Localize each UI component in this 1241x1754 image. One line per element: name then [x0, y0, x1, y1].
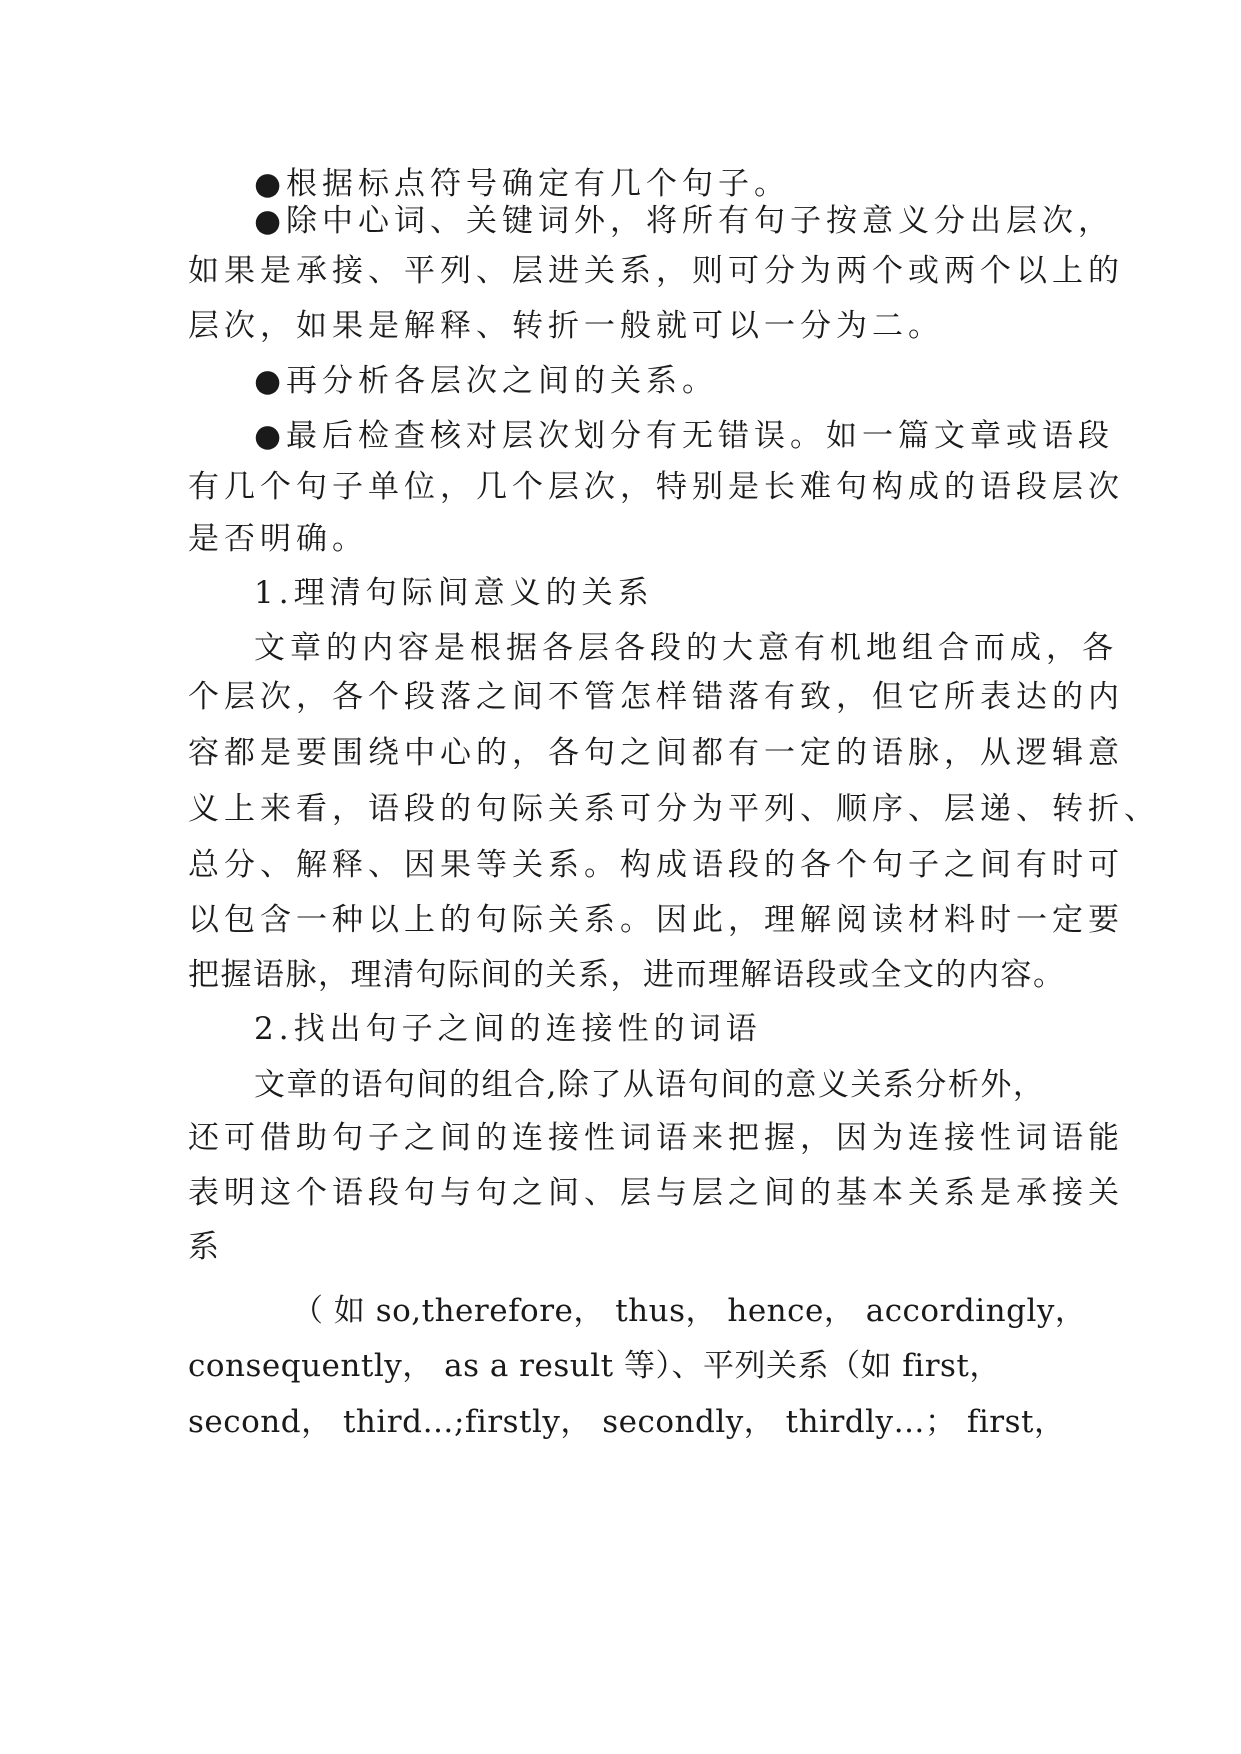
- text-line: 是否明确。: [188, 521, 368, 557]
- paragraph-line: consequently， as a result 等）、平列关系（如 first，: [188, 1348, 1001, 1384]
- bullet-line-1: ●根据标点符号确定有几个句子。: [254, 166, 791, 202]
- paragraph-line: 文章的内容是根据各层各段的大意有机地组合而成，各: [254, 630, 1118, 666]
- section-heading-1: 1.理清句际间意义的关系: [254, 575, 654, 611]
- paragraph-line: 表明这个语段句与句之间、层与层之间的基本关系是承接关: [188, 1175, 1124, 1211]
- paragraph-line: 文章的语句间的组合,除了从语句间的意义关系分析外，: [254, 1067, 1046, 1103]
- paragraph-line: 以包含一种以上的句际关系。因此，理解阅读材料时一定要: [188, 902, 1124, 938]
- paragraph-line: 把握语脉，理清句际间的关系，进而理解语段或全文的内容。: [188, 957, 1066, 993]
- text-line: 有几个句子单位，几个层次，特别是长难句构成的语段层次: [188, 469, 1124, 505]
- paragraph-line: 义上来看，语段的句际关系可分为平列、顺序、层递、转折、: [188, 791, 1160, 827]
- section-heading-2: 2.找出句子之间的连接性的词语: [254, 1011, 762, 1047]
- bullet-line-3: ●再分析各层次之间的关系。: [254, 363, 719, 399]
- bullet-line-2: ●除中心词、关键词外，将所有句子按意义分出层次，: [254, 203, 1115, 239]
- text-line: 层次，如果是解释、转折一般就可以一分为二。: [188, 308, 944, 344]
- paragraph-line: 系: [188, 1229, 224, 1265]
- text-line: 如果是承接、平列、层进关系，则可分为两个或两个以上的: [188, 253, 1124, 289]
- paragraph-line: 总分、解释、因果等关系。构成语段的各个句子之间有时可: [188, 847, 1124, 883]
- paragraph-line: second， third…;firstly， secondly， thirdly…； first，: [188, 1404, 1066, 1440]
- paragraph-line: 容都是要围绕中心的，各句之间都有一定的语脉，从逻辑意: [188, 735, 1124, 771]
- paragraph-line: （ 如 so,therefore， thus， hence， accordingly，: [292, 1293, 1087, 1329]
- paragraph-line: 还可借助句子之间的连接性词语来把握，因为连接性词语能: [188, 1120, 1124, 1156]
- paragraph-line: 个层次，各个段落之间不管怎样错落有致，但它所表达的内: [188, 679, 1124, 715]
- bullet-line-4: ●最后检查核对层次划分有无错误。如一篇文章或语段: [254, 418, 1115, 454]
